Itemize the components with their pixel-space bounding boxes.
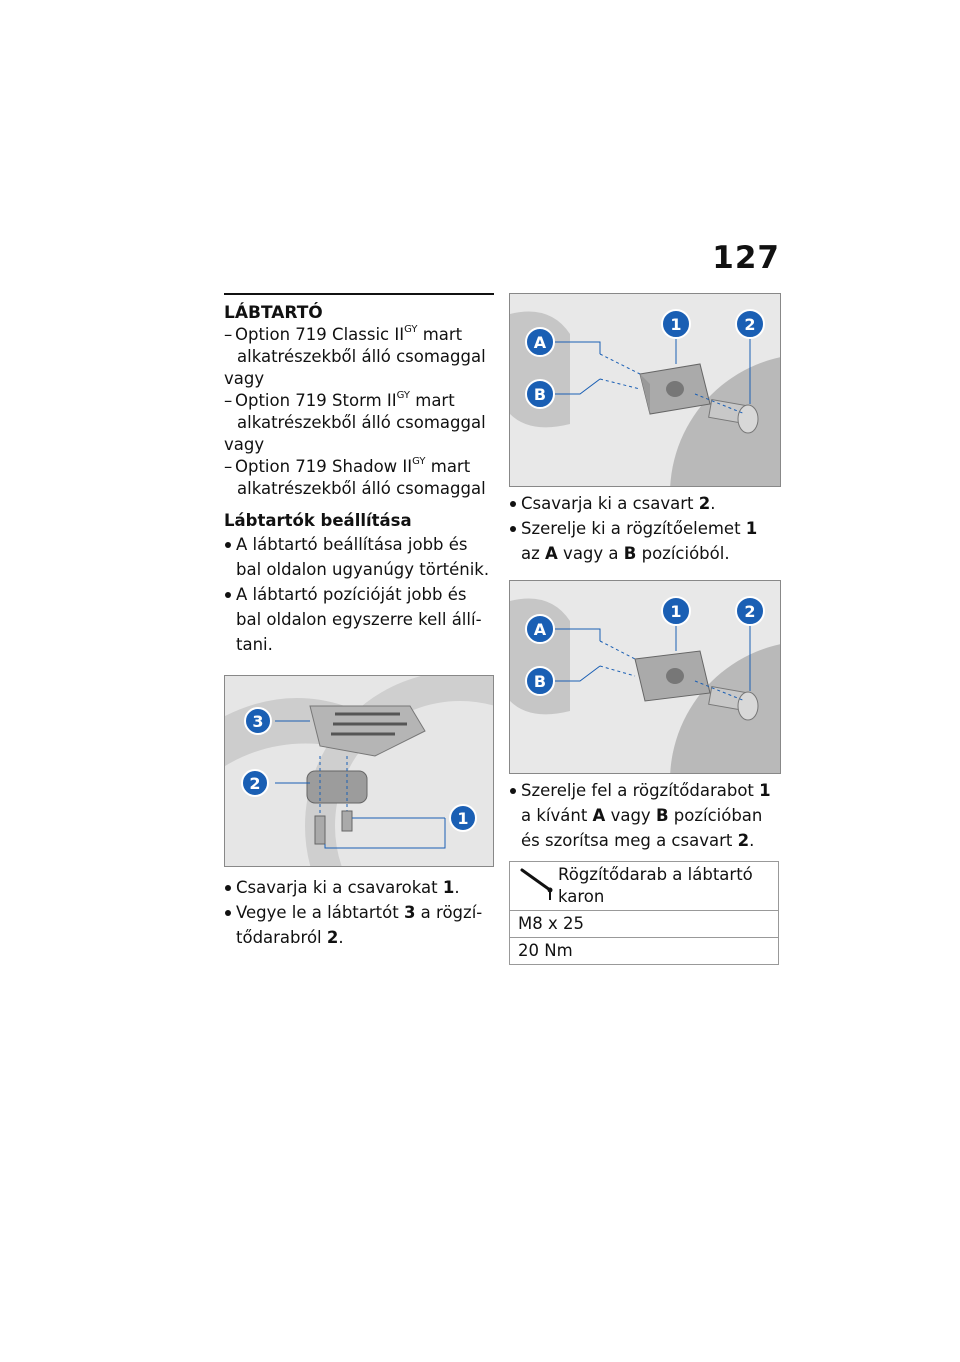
svg-text:A: A [533,333,547,352]
callout-3 [245,708,271,734]
svg-text:2: 2 [744,315,756,334]
step-item: Szerelje fel a rögzítődarabot 1 a kívánt A vagy B pozícióban és szorítsa meg a csavart 2. [509,778,781,853]
svg-text:A: A [533,620,547,639]
callout-1 [662,597,690,625]
step-item: Szerelje ki a rögzítőelemet 1 az A vagy a B pozícióból. [509,516,781,566]
torque-wrench-icon [518,864,558,904]
step-item: Csavarja ki a csavarokat 1. [224,875,494,900]
callout-1 [450,805,476,831]
callout-b [526,380,554,408]
option-item: – Option 719 Shadow $II^{GY}$ mart alkatrészekből álló csomaggal [224,456,494,500]
callout-a [526,328,554,356]
or-word: vagy [224,369,265,388]
svg-text:2: 2 [249,774,261,793]
footrest-figure [224,675,494,867]
left-column [224,293,494,950]
subsection-title: Lábtartók beállítása [224,511,412,530]
page-number: 127 [712,240,780,276]
callout-2 [736,597,764,625]
callout-b [526,667,554,695]
callout-2 [736,310,764,338]
svg-text:B: B [533,385,547,404]
callout-2 [242,770,268,796]
bullet-item: A lábtartó beállítása jobb és bal oldalon ugyanúgy történik. [224,532,494,582]
mount-figure-install [509,580,781,774]
step-item: Csavarja ki a csavart 2. [509,491,781,516]
torque-value: 20 Nm [510,938,779,965]
or-word: vagy [224,435,265,454]
svg-text:1: 1 [670,315,682,334]
callout-a [526,615,554,643]
torque-label-cell [510,862,779,911]
torque-spec: M8 x 25 [510,911,779,938]
option-item: – Option 719 Storm $II^{GY}$ mart alkatrészekből álló csomaggal [224,390,494,434]
svg-text:2: 2 [744,602,756,621]
torque-label: Rögzítődarab a lábtartó karon [558,865,753,906]
torque-table [509,861,779,965]
section-title: LÁBTARTÓ [224,293,494,324]
svg-text:3: 3 [252,712,264,731]
right-column [509,293,781,965]
option-item: – Option 719 Classic $II^{GY}$ mart alkatrészekből álló csomaggal [224,324,494,368]
callout-1 [662,310,690,338]
svg-text:B: B [533,672,547,691]
mount-figure-removal [509,293,781,487]
svg-text:1: 1 [670,602,682,621]
svg-text:1: 1 [457,809,469,828]
bullet-item: A lábtartó pozícióját jobb és bal oldalon egyszerre kell állítani. [224,582,494,657]
step-item: Vegye le a lábtartót 3 a rögzítődarabról 2. [224,900,494,950]
